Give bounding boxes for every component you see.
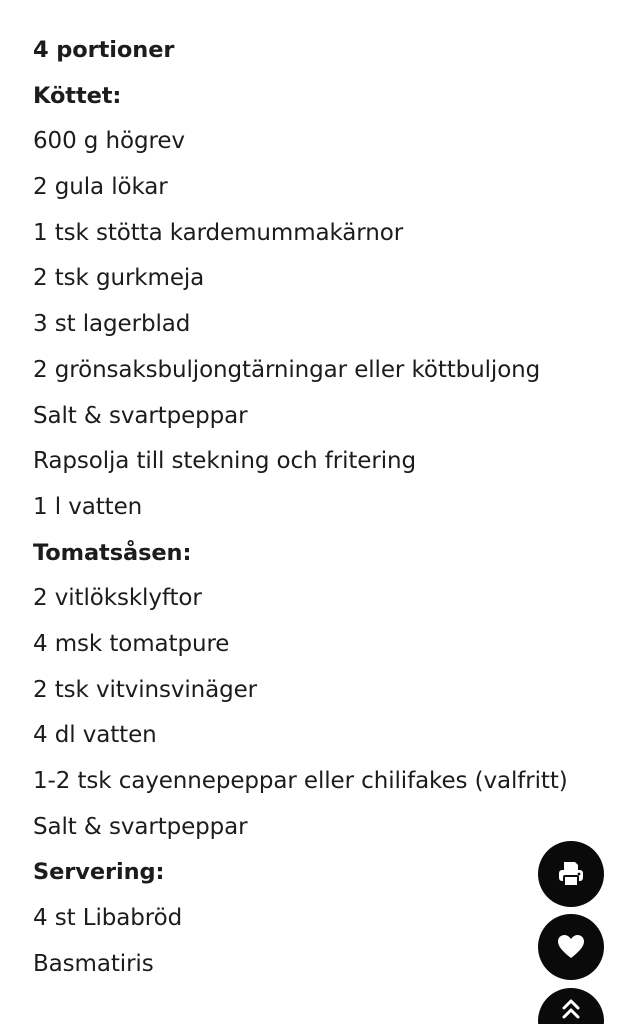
ingredient-item: Salt & svartpeppar [33,402,248,429]
ingredient-item: Basmatiris [33,950,154,977]
ingredient-item: 1 tsk stötta kardemummakärnor [33,219,404,246]
recipe-ingredients [33,28,613,987]
ingredient-item: 4 msk tomatpure [33,630,230,657]
portions: 4 portioner [33,37,175,63]
heart-icon [557,934,585,960]
ingredient-item: 1 l vatten [33,493,143,520]
ingredient-item: 2 tsk gurkmeja [33,265,205,292]
ingredient-item: 4 st Libabröd [33,905,183,932]
ingredient-item: 2 tsk vitvinsvinäger [33,676,258,703]
print-icon [556,859,586,889]
section-heading-meat: Köttet: [33,82,122,109]
double-chevron-up-icon [560,1016,582,1024]
ingredient-item: 4 dl vatten [33,722,157,749]
section-heading-serving: Servering: [33,859,165,886]
section-heading-tomato-sauce: Tomatsåsen: [33,539,192,566]
ingredient-item: Salt & svartpeppar [33,813,248,840]
ingredient-item: 2 grönsaksbuljongtärningar eller köttbuljong [33,356,541,383]
ingredient-item: 600 g högrev [33,128,185,155]
ingredient-item: 2 vitlöksklyftor [33,585,202,612]
favorite-button[interactable] [538,914,604,980]
ingredient-item: 2 gula lökar [33,174,168,201]
scroll-to-top-button[interactable] [538,988,604,1024]
ingredient-item: 1-2 tsk cayennepeppar eller chilifakes (valfritt) [33,768,568,794]
ingredient-item: 3 st lagerblad [33,311,191,338]
print-button[interactable] [538,841,604,907]
ingredient-item: Rapsolja till stekning och fritering [33,448,416,475]
